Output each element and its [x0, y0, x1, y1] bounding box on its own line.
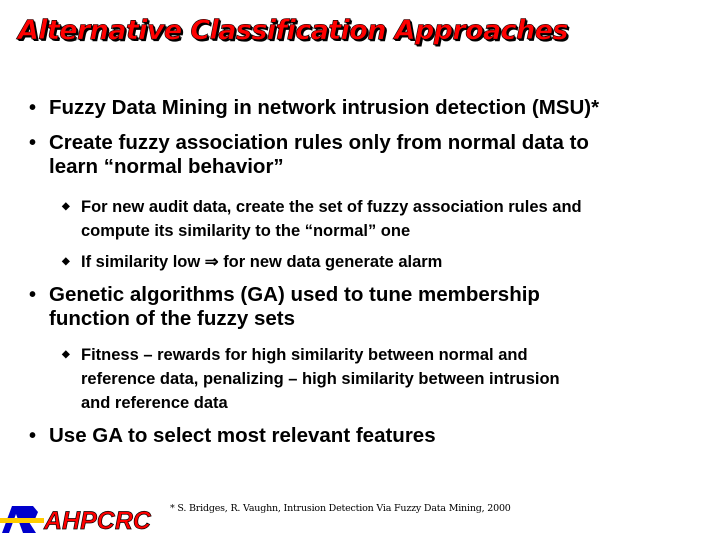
- subbullet-new-audit-data: [62, 195, 582, 243]
- bullet-ga-feature-selection: [29, 424, 436, 448]
- bullet-dot-icon: •: [29, 425, 37, 447]
- bullet-fuzzy-data-mining: [29, 96, 599, 120]
- subbullet-text: If similarity low ⇒ for new data generate alarm: [81, 253, 443, 271]
- bullet-text: Use GA to select most relevant features: [49, 424, 436, 447]
- subbullet-text: Fitness – rewards for high similarity between normal and reference data, penalizing – high similarity between intrusion and reference data: [81, 346, 560, 412]
- bullet-dot-icon: •: [29, 97, 37, 119]
- diamond-bullet-icon: ◆: [62, 256, 70, 267]
- bullet-dot-icon: •: [29, 284, 37, 306]
- ahpcrc-logo-mark: [0, 506, 44, 533]
- bullet-text: Create fuzzy association rules only from normal data to learn “normal behavior”: [49, 131, 589, 178]
- slide-title: Alternative Classification Approaches: [18, 15, 568, 46]
- subbullet-similarity-low: [62, 250, 442, 274]
- bullet-fuzzy-association-rules: [29, 131, 589, 179]
- bullet-text: Fuzzy Data Mining in network intrusion detection (MSU)*: [49, 96, 600, 119]
- ahpcrc-logo: [0, 496, 160, 538]
- bullet-text: Genetic algorithms (GA) used to tune membership function of the fuzzy sets: [49, 283, 540, 330]
- footnote-citation: * S. Bridges, R. Vaughn, Intrusion Detection Via Fuzzy Data Mining, 2000: [170, 503, 511, 514]
- ahpcrc-logo-text: AHPCRC: [44, 507, 151, 535]
- bullet-dot-icon: •: [29, 132, 37, 154]
- subbullet-text: For new audit data, create the set of fuzzy association rules and compute its similarity to the “normal” one: [81, 198, 582, 240]
- bullet-genetic-algorithms: [29, 283, 540, 331]
- subbullet-fitness: [62, 343, 560, 415]
- diamond-bullet-icon: ◆: [62, 201, 70, 212]
- diamond-bullet-icon: ◆: [62, 349, 70, 360]
